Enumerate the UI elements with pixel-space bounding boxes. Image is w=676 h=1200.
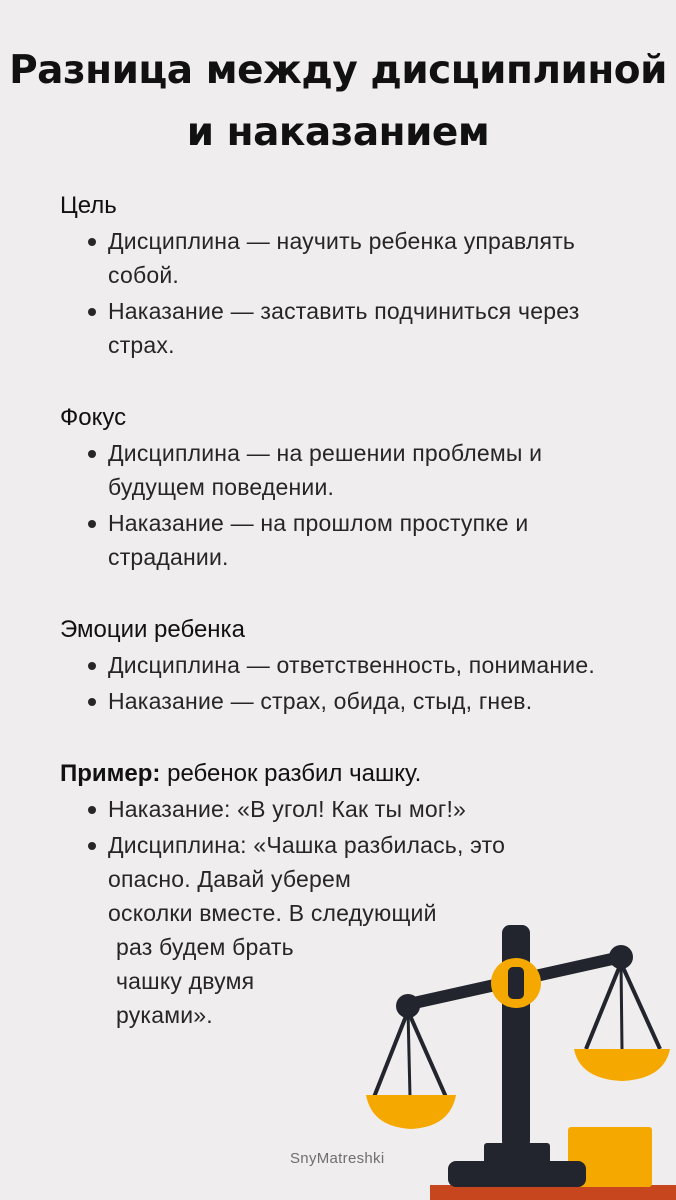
list-item: Дисциплина — на решении проблемы и будущем поведении. bbox=[86, 436, 630, 504]
bullet-list bbox=[60, 436, 630, 574]
example-line: чашку двумя bbox=[116, 968, 255, 994]
list-item: Дисциплина — ответственность, понимание. bbox=[86, 648, 630, 682]
section-focus bbox=[60, 400, 630, 574]
list-item: Дисциплина — научить ребенка управлять собой. bbox=[86, 224, 630, 292]
example-line: раз будем брать bbox=[116, 934, 294, 960]
example-line: Дисциплина: «Чашка разбилась, это bbox=[108, 832, 506, 858]
example-heading bbox=[60, 756, 630, 792]
example-line: осколки вместе. В следующий bbox=[108, 900, 437, 926]
list-item: Наказание: «В угол! Как ты мог!» bbox=[86, 792, 630, 826]
example-label: Пример: bbox=[60, 760, 161, 787]
section-heading: Эмоции ребенка bbox=[60, 616, 245, 643]
section-emotions bbox=[60, 612, 630, 718]
bullet-list bbox=[60, 648, 630, 718]
section-goal bbox=[60, 188, 630, 362]
watermark: SnyMatreshki bbox=[290, 1150, 385, 1167]
scales-icon bbox=[360, 915, 676, 1200]
section-heading: Фокус bbox=[60, 404, 127, 431]
list-item: Наказание — на прошлом проступке и страдании. bbox=[86, 506, 630, 574]
section-heading: Цель bbox=[60, 192, 117, 219]
page-title: Разница между дисциплиной и наказанием bbox=[9, 48, 667, 155]
example-text: ребенок разбил чашку. bbox=[160, 760, 422, 787]
list-item: Наказание — заставить подчиниться через страх. bbox=[86, 294, 630, 362]
list-item: Наказание — страх, обида, стыд, гнев. bbox=[86, 684, 630, 718]
example-line: руками». bbox=[116, 1002, 213, 1028]
example-line: опасно. Давай уберем bbox=[108, 866, 352, 892]
bullet-list bbox=[60, 224, 630, 362]
